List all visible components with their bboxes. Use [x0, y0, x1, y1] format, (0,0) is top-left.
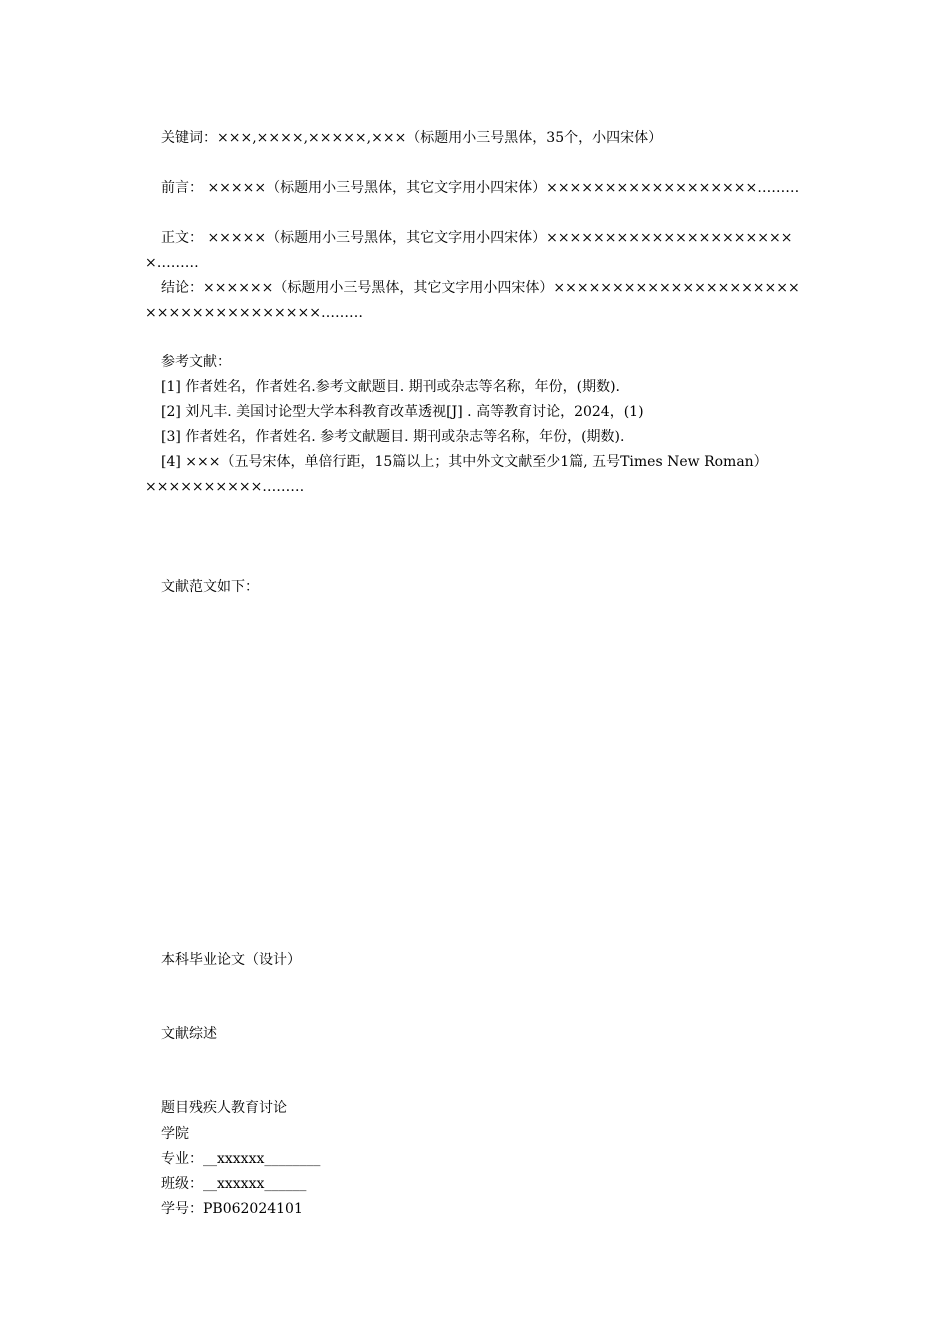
reference-item-2: [2] 刘凡丰. 美国讨论型大学本科教育改革透视[J] . 高等教育讨论，2024，(1) — [161, 404, 644, 420]
cover-subtitle: 文献综述 — [161, 1026, 217, 1042]
body-paragraph: 正文： ×××××（标题用小三号黑体，其它文字用小四宋体）××××××××××××××××××××××……… — [145, 230, 793, 271]
cover-topic: 题目残疾人教育讨论 — [161, 1100, 287, 1116]
cover-student-id: 学号：PB062024101 — [161, 1201, 303, 1217]
preface-paragraph: 前言： ×××××（标题用小三号黑体，其它文字用小四宋体）××××××××××××××××××……… — [161, 180, 800, 196]
cover-college: 学院 — [161, 1126, 189, 1142]
cover-class: 班级：__xxxxxx______ — [161, 1176, 307, 1192]
cover-title: 本科毕业论文（设计） — [161, 952, 301, 968]
conclusion-paragraph: 结论：××××××（标题用小三号黑体，其它文字用小四宋体）××××××××××××××××××××××××××××××××××××……… — [145, 280, 800, 321]
keywords-line: 关键词：×××,××××,×××××,×××（标题用小三号黑体，35个，小四宋体） — [161, 130, 663, 146]
reference-item-3: [3] 作者姓名，作者姓名. 参考文献题目. 期刊或杂志等名称，年份，(期数). — [161, 429, 625, 445]
reference-item-1: [1] 作者姓名，作者姓名.参考文献题目. 期刊或杂志等名称，年份，(期数). — [161, 379, 621, 395]
cover-major: 专业：__xxxxxx________ — [161, 1151, 321, 1167]
references-heading: 参考文献： — [161, 354, 231, 370]
reference-item-4: [4] ×××（五号宋体，单倍行距，15篇以上；其中外文文献至少1篇, 五号Times New Roman）××××××××××……… — [145, 454, 768, 495]
sample-intro: 文献范文如下： — [161, 579, 259, 595]
